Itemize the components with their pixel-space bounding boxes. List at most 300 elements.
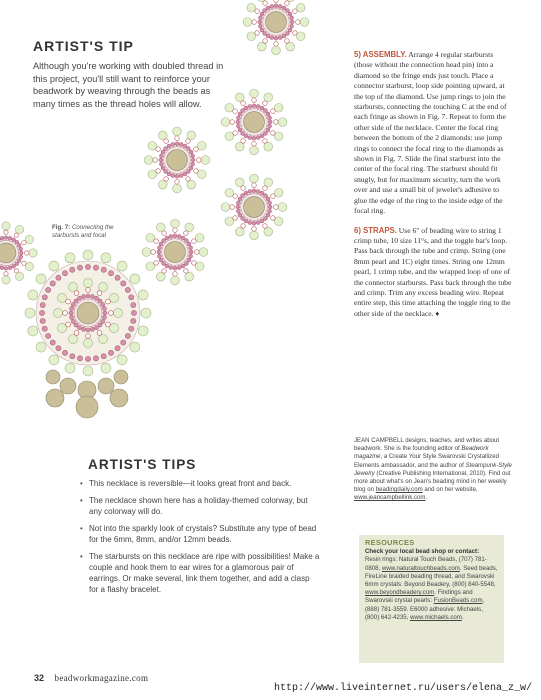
seed-bead — [108, 350, 113, 355]
resources-link-4[interactable]: www.michaels.com — [410, 613, 462, 621]
crystal-bead — [263, 224, 268, 229]
crystal-bead — [74, 331, 79, 336]
seed-bead — [12, 264, 16, 268]
resources-text-5: . — [461, 613, 464, 621]
step-straps-lead: 6) STRAPS. — [354, 225, 397, 235]
crystal-bead — [271, 109, 276, 114]
seed-bead — [259, 16, 263, 20]
seed-bead — [4, 267, 8, 271]
seed-bead — [177, 266, 181, 270]
fringe-bead — [300, 18, 309, 27]
crystal-bead — [195, 250, 200, 255]
seed-bead — [12, 238, 16, 242]
fringe-bead — [36, 274, 46, 284]
seed-bead — [0, 236, 4, 240]
crystal-bead — [230, 120, 235, 125]
seed-bead — [77, 265, 82, 270]
seed-bead — [268, 209, 272, 213]
fringe-bead — [113, 308, 122, 317]
crystal-bead — [233, 216, 238, 221]
seed-bead — [173, 234, 177, 238]
seed-bead — [237, 116, 241, 120]
bio-text-d: and on her website, — [422, 486, 478, 494]
pearl-bead — [98, 378, 114, 394]
crystal-bead — [175, 136, 180, 141]
seed-bead — [191, 162, 195, 166]
bio-text-a: JEAN CAMPBELL designs, teaches, and writes about beadwork. She is the founding editor of — [354, 437, 500, 453]
seed-bead — [62, 271, 67, 276]
crystal-bead — [86, 288, 91, 293]
seed-bead — [164, 170, 168, 174]
seed-bead — [95, 326, 99, 330]
seed-bead — [248, 190, 252, 194]
artist-tip-box — [33, 38, 233, 110]
seed-bead — [171, 143, 175, 147]
fringe-bead — [109, 323, 118, 332]
seed-bead — [93, 356, 98, 361]
seed-bead — [40, 318, 45, 323]
crystal-bead — [233, 194, 238, 199]
fringe-bead — [36, 342, 46, 352]
seed-bead — [189, 250, 193, 254]
seed-bead — [177, 235, 181, 239]
crystal-bead — [263, 1, 268, 6]
crystal-bead — [252, 98, 257, 103]
fringe-bead — [195, 262, 204, 271]
seed-bead — [8, 236, 12, 240]
seed-bead — [85, 264, 90, 269]
crystal-bead — [162, 269, 167, 274]
seed-bead — [167, 172, 171, 176]
fringe-bead — [247, 3, 256, 12]
seed-bead — [266, 128, 270, 132]
seed-bead — [238, 128, 242, 132]
seed-bead — [263, 9, 267, 13]
fringe-bead — [185, 223, 194, 232]
seed-bead — [282, 34, 286, 38]
crystal-bead — [241, 139, 246, 144]
seed-bead — [185, 262, 189, 266]
fringe-bead — [117, 261, 127, 271]
seed-bead — [256, 221, 260, 225]
figure-caption-text: Connecting the starbursts and focal — [52, 224, 114, 239]
fringe-bead — [146, 233, 155, 242]
fringe-bead — [148, 141, 157, 150]
seed-bead — [179, 143, 183, 147]
fringe-bead — [286, 42, 295, 51]
seed-bead — [290, 16, 294, 20]
seed-bead — [259, 24, 263, 28]
fringe-bead — [2, 222, 10, 230]
crystal-bead — [184, 231, 189, 236]
resources-text-3: . Findings and Swarovski crystal pearls: — [365, 589, 473, 605]
fringe-bead — [278, 118, 287, 127]
crystal-bead — [4, 230, 8, 234]
crystal-bead — [154, 261, 159, 266]
fringe-bead — [130, 342, 140, 352]
fringe-bead — [117, 355, 127, 365]
seed-bead — [241, 217, 245, 221]
artist-tips-heading: ARTIST'S TIPS — [88, 457, 197, 472]
seed-bead — [82, 295, 86, 299]
step-assembly-text: Arrange 4 regular starbursts (those without the connection head pin) into a diamond so the fringe ends just touch. Place a connector starburst, loop side pointing upward, at the top of the diamond. Use jump rings to join the starbursts, connecting the touching C at the end of each fringe as shown in Fig. 7. Repeat to form the other side of the necklace. Center the focal ring between the bottom of the 2 diamonds: use jump rings to connect the focal ring to the diamonds as shown in Fig. 7. Slide the final starburst into the center of the focal ring. The starburst should fit snugly, but for maximum security, turn the work over and use a small bit of jeweler's adhesive to glue the edge of the ring to the inside edge of the focal ring. — [354, 50, 507, 216]
seed-bead — [103, 311, 107, 315]
seed-bead — [252, 136, 256, 140]
fringe-bead — [250, 89, 259, 98]
seed-bead — [158, 246, 162, 250]
crystal-bead — [25, 251, 29, 255]
fringe-bead — [83, 278, 92, 287]
seed-bead — [90, 327, 94, 331]
seed-bead — [241, 194, 245, 198]
pearl-bead — [60, 378, 76, 394]
seed-bead — [256, 136, 260, 140]
fringe-bead — [187, 180, 196, 189]
resources-heading: RESOURCES — [365, 538, 415, 547]
crystal-bead — [194, 147, 199, 152]
seed-bead — [290, 20, 294, 24]
seed-bead — [69, 311, 73, 315]
crystal-bead — [274, 42, 279, 47]
fringe-bead — [68, 334, 77, 343]
fringe-bead — [25, 308, 35, 318]
crystal-bead — [86, 334, 91, 339]
resources-text-1: Resin rings: Natural Touch Beads, (707) 781-0808, — [365, 556, 487, 572]
resources-body — [365, 556, 498, 622]
crystal-bead — [255, 31, 260, 36]
seed-bead — [50, 340, 55, 345]
seed-bead — [274, 36, 278, 40]
fringe-bead — [264, 142, 273, 151]
seed-bead — [181, 236, 185, 240]
crystal-bead — [263, 186, 268, 191]
crystal-bead — [252, 20, 257, 25]
resources-link-2[interactable]: www.beyondbeadery.com — [365, 589, 435, 597]
seed-bead — [288, 28, 292, 32]
seed-bead — [185, 239, 189, 243]
crystal-bead — [184, 269, 189, 274]
crystal-bead — [66, 299, 71, 304]
seed-bead — [288, 12, 292, 16]
fringe-bead — [264, 178, 273, 187]
crystal-bead — [162, 231, 167, 236]
seed-bead — [169, 235, 173, 239]
resources-text-4: , (888) 781-3559. E6000 adhesive: Michaels, (800) 642-4235, — [365, 597, 485, 621]
seed-bead — [270, 5, 274, 9]
seed-bead — [39, 310, 44, 315]
fringe-bead — [274, 103, 283, 112]
resources-link-1[interactable]: www.naturaltouchbeads.com — [381, 564, 460, 572]
crystal-bead — [293, 9, 298, 14]
crystal-bead — [153, 158, 158, 163]
crystal-bead — [241, 101, 246, 106]
seed-bead — [101, 303, 105, 307]
seed-bead — [15, 240, 19, 244]
fringe-bead — [235, 227, 244, 236]
bio-website-link[interactable]: www.jeancampbellink.com — [354, 494, 426, 502]
fringe-bead — [274, 188, 283, 197]
seed-bead — [121, 281, 126, 286]
seed-bead — [15, 262, 19, 266]
fringe-bead — [57, 323, 66, 332]
fringe-bead — [185, 272, 194, 281]
step-straps — [354, 226, 512, 320]
seed-bead — [102, 307, 106, 311]
crystal-bead — [241, 186, 246, 191]
crystal-bead — [14, 269, 18, 273]
seed-bead — [42, 295, 47, 300]
seed-bead — [125, 333, 130, 338]
pearl-bead — [76, 396, 98, 418]
seed-bead — [17, 259, 21, 263]
fringe-bead — [296, 3, 305, 12]
fringe-bead — [264, 93, 273, 102]
seed-bead — [266, 34, 270, 38]
seed-bead — [131, 318, 136, 323]
fringe-bead — [171, 276, 180, 285]
seed-bead — [237, 201, 241, 205]
seed-bead — [282, 6, 286, 10]
crystal-bead — [156, 169, 161, 174]
fringe-bead — [221, 203, 230, 212]
crystal-bead — [274, 205, 279, 210]
seed-bead — [85, 356, 90, 361]
seed-bead — [179, 174, 183, 178]
fringe-bead — [272, 46, 281, 55]
crystal-bead — [186, 177, 191, 182]
crystal-bead — [22, 240, 26, 244]
crystal-bead — [263, 39, 268, 44]
watermark-url: http://www.liveinternet.ru/users/elena_z_w/ — [274, 683, 533, 694]
figure-caption-label: Fig. 7: — [52, 224, 71, 231]
seed-bead — [189, 150, 193, 154]
seed-bead — [252, 221, 256, 225]
fringe-bead — [144, 156, 153, 165]
crystal-bead — [252, 227, 257, 232]
seed-bead — [183, 172, 187, 176]
seed-bead — [121, 340, 126, 345]
seed-bead — [263, 32, 267, 36]
seed-bead — [95, 296, 99, 300]
crystal-bead — [293, 31, 298, 36]
seed-bead — [181, 264, 185, 268]
fringe-bead — [195, 233, 204, 242]
bio-book: Steampunk-Style Jewelry — [354, 461, 512, 477]
fringe-bead — [101, 363, 111, 373]
seed-bead — [268, 116, 272, 120]
seed-bead — [169, 266, 173, 270]
seed-bead — [237, 124, 241, 128]
seed-bead — [241, 132, 245, 136]
fringe-bead — [257, 42, 266, 51]
crystal-bead — [173, 272, 178, 277]
seed-bead — [129, 326, 134, 331]
seed-bead — [8, 266, 12, 270]
seed-bead — [248, 136, 252, 140]
fringe-bead — [274, 132, 283, 141]
seed-bead — [260, 12, 264, 16]
seed-bead — [274, 4, 278, 8]
figure-caption — [52, 224, 132, 240]
crystal-bead — [252, 183, 257, 188]
seed-bead — [108, 271, 113, 276]
crystal-bead — [271, 216, 276, 221]
seed-bead — [115, 346, 120, 351]
pearl-bead — [110, 389, 128, 407]
seed-bead — [187, 258, 191, 262]
seed-bead — [159, 158, 163, 162]
pearl-bead — [114, 370, 128, 384]
bio-text-e: . — [425, 494, 428, 502]
seed-bead — [115, 275, 120, 280]
fringe-bead — [146, 262, 155, 271]
crystal-bead — [274, 120, 279, 125]
seed-bead — [98, 323, 102, 327]
crystal-bead — [233, 131, 238, 136]
fringe-bead — [15, 225, 23, 233]
crystal-bead — [97, 331, 102, 336]
crystal-bead — [274, 0, 279, 2]
seed-bead — [187, 242, 191, 246]
seed-bead — [17, 244, 21, 248]
seed-bead — [164, 147, 168, 151]
fringe-bead — [197, 141, 206, 150]
resources-box — [359, 535, 504, 663]
seed-bead — [264, 194, 268, 198]
crystal-bead — [233, 109, 238, 114]
bio-blog-link[interactable]: beadingdaily.com — [375, 486, 423, 494]
resources-link-3[interactable]: FusionBeads.com — [433, 597, 483, 605]
seed-bead — [101, 267, 106, 272]
seed-bead — [183, 144, 187, 148]
crystal-bead — [63, 311, 68, 316]
crystal-bead — [109, 311, 114, 316]
seed-bead — [40, 302, 45, 307]
seed-bead — [236, 205, 240, 209]
seed-bead — [167, 144, 171, 148]
seed-bead — [187, 147, 191, 151]
bio-text-c: (Creative Publishing International, 2010). Find out more about what's on Jean's beading mind in her weekly blog on — [354, 469, 511, 494]
fringe-bead — [29, 249, 37, 257]
author-bio — [354, 437, 514, 503]
crystal-bead — [154, 239, 159, 244]
seed-bead — [165, 236, 169, 240]
crystal-bead — [97, 291, 102, 296]
seed-bead — [160, 154, 164, 158]
seed-bead — [93, 265, 98, 270]
crystal-bead — [66, 322, 71, 327]
center-pearl — [77, 302, 99, 324]
seed-bead — [175, 142, 179, 146]
seed-bead — [102, 315, 106, 319]
crystal-bead — [164, 139, 169, 144]
fringe-bead — [221, 118, 230, 127]
seed-bead — [244, 219, 248, 223]
crystal-bead — [192, 261, 197, 266]
seed-bead — [244, 106, 248, 110]
fringe-bead — [141, 308, 151, 318]
seed-bead — [286, 32, 290, 36]
seed-bead — [268, 124, 272, 128]
seed-bead — [162, 262, 166, 266]
seed-bead — [189, 246, 193, 250]
seed-bead — [161, 166, 165, 170]
seed-bead — [86, 328, 90, 332]
fringe-bead — [49, 355, 59, 365]
seed-bead — [266, 112, 270, 116]
crystal-bead — [252, 142, 257, 147]
fringe-bead — [15, 272, 23, 280]
fringe-bead — [138, 326, 148, 336]
crystal-bead — [271, 131, 276, 136]
fringe-bead — [247, 32, 256, 41]
seed-bead — [260, 134, 264, 138]
seed-bead — [165, 264, 169, 268]
seed-bead — [158, 254, 162, 258]
fringe-bead — [274, 217, 283, 226]
seed-bead — [56, 275, 61, 280]
seed-bead — [0, 266, 4, 270]
seed-bead — [244, 191, 248, 195]
fringe-bead — [250, 146, 259, 155]
fringe-bead — [235, 142, 244, 151]
seed-bead — [173, 266, 177, 270]
crystal-bead — [164, 177, 169, 182]
fringe-bead — [158, 131, 167, 140]
seed-bead — [189, 166, 193, 170]
seed-bead — [157, 250, 161, 254]
fringe-bead — [225, 132, 234, 141]
seed-bead — [159, 242, 163, 246]
seed-bead — [268, 201, 272, 205]
seed-bead — [252, 104, 256, 108]
crystal-bead — [156, 147, 161, 152]
artist-tip-body: Although you're working with doubled thread in this project, you'll still want to reinforce your beadwork by weaving through the beads as many times as the thread holes will allow. — [33, 61, 224, 109]
seed-bead — [252, 189, 256, 193]
fringe-bead — [250, 174, 259, 183]
fringe-bead — [264, 227, 273, 236]
seed-bead — [70, 267, 75, 272]
fringe-bead — [158, 180, 167, 189]
seed-bead — [266, 213, 270, 217]
seed-bead — [266, 6, 270, 10]
bio-text-b: , a Create Your Style Swarovski Crystallized Elements ambassador, and the author of — [354, 453, 499, 469]
crystal-bead — [194, 169, 199, 174]
seed-bead — [236, 120, 240, 124]
fringe-bead — [25, 262, 33, 270]
fringe-bead — [53, 308, 62, 317]
seed-bead — [71, 320, 75, 324]
crystal-bead — [175, 180, 180, 185]
seed-bead — [189, 254, 193, 258]
seed-bead — [241, 109, 245, 113]
seed-bead — [237, 209, 241, 213]
seed-bead — [78, 296, 82, 300]
seed-bead — [42, 326, 47, 331]
seed-bead — [131, 310, 136, 315]
seed-bead — [160, 162, 164, 166]
center-pearl — [167, 150, 188, 171]
fringe-bead — [243, 18, 252, 27]
fringe-bead — [225, 217, 234, 226]
fringe-bead — [278, 203, 287, 212]
seed-bead — [159, 258, 163, 262]
seed-bead — [278, 36, 282, 40]
seed-bead — [264, 217, 268, 221]
seed-bead — [258, 20, 262, 24]
crystal-bead — [186, 139, 191, 144]
fringe-bead — [235, 178, 244, 187]
